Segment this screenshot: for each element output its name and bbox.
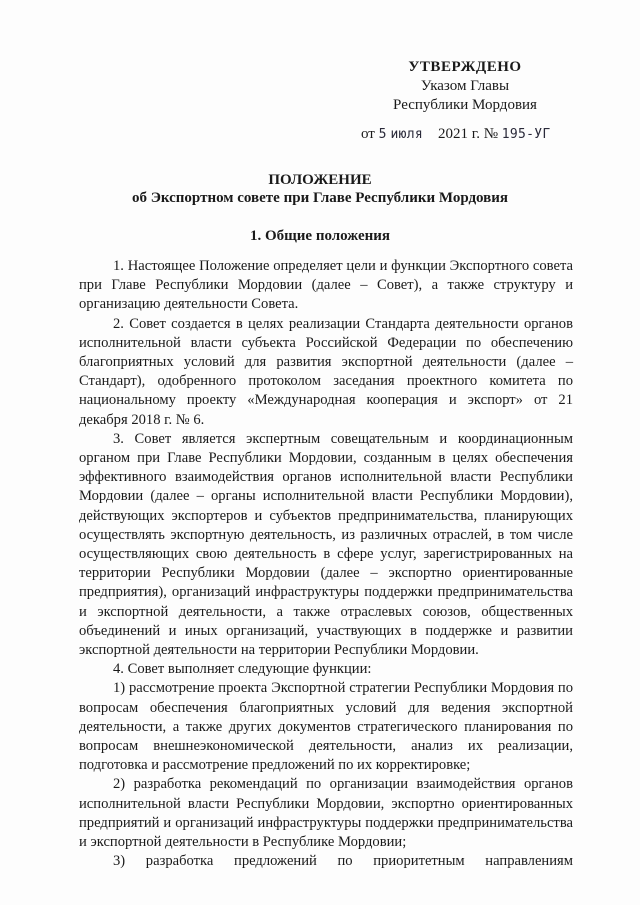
function-2: 2) разработка рекомендаций по организации взаимодействия органов исполнительной власти Республики Мордовии, экспортно ориентированных предприятий и организаций инфраструктуры поддержки предпринимательства и экспортной деятельности в Республике Мордовии;	[79, 776, 573, 851]
approval-line-1: Указом Главы	[420, 78, 510, 94]
decree-year: 2021 г. №	[438, 126, 499, 142]
decree-day: 5	[378, 127, 387, 142]
approval-heading: УТВЕРЖДЕНО	[408, 59, 522, 75]
section-heading: 1. Общие положения	[249, 228, 391, 244]
approval-line-2: Республики Мордовия	[393, 97, 537, 113]
document-title: ПОЛОЖЕНИЕ	[268, 172, 372, 188]
paragraph-2: 2. Совет создается в целях реализации Стандарта деятельности органов исполнительной власти субъекта Российской Федерации по обеспечению благоприятных условий для развития экспортной деятельности (далее – Стандарт), одобренного протоколом заседания проектного комитета по национальному проекту «Международная кооперация и экспорт» от 21 декабря 2018 г. № 6.	[79, 315, 573, 428]
paragraph-1: 1. Настоящее Положение определяет цели и функции Экспортного совета при Главе Республики Мордовии (далее – Совет), а также структуру и организацию деятельности Совета.	[79, 258, 573, 313]
document-subtitle: об Экспортном совете при Главе Республики Мордовия	[131, 190, 509, 206]
decree-reference	[361, 126, 551, 143]
decree-prefix: от	[361, 126, 375, 142]
document-body	[79, 257, 573, 872]
paragraph-3: 3. Совет является экспертным совещательным и координационным органом при Главе Республики Мордовии, созданным в целях обеспечения эффективного взаимодействия органов исполнительной власти Республики Мордовии (далее – органы исполнительной власти Республики Мордовии), действующих экспортеров и субъектов предпринимательства, планирующих осуществлять экспортную деятельность, из различных отраслей, в том числе осуществляющих свою деятельность в сфере услуг, зарегистрированных на территории Республики Мордовии (далее – экспортно ориентированные предприятия), организаций инфраструктуры поддержки предпринимательства и экспортной деятельности, а также отраслевых союзов, общественных объединений и иных организаций, участвующих в поддержке и развитии экспортной деятельности на территории Республики Мордовии.	[79, 430, 573, 659]
function-3: 3) разработка предложений по приоритетным направлениям	[113, 853, 573, 870]
decree-number: 195-УГ	[501, 127, 551, 142]
decree-month: июля	[390, 127, 424, 142]
approval-block	[385, 58, 545, 115]
function-1: 1) рассмотрение проекта Экспортной стратегии Республики Мордовия по вопросам обеспечения благоприятных условий для ведения экспортной деятельности, а также других документов стратегического планирования по вопросам внешнеэкономической деятельности, анализ их реализации, подготовка и рассмотрение предложений по их корректировке;	[79, 680, 573, 774]
paragraph-4: 4. Совет выполняет следующие функции:	[113, 661, 372, 678]
